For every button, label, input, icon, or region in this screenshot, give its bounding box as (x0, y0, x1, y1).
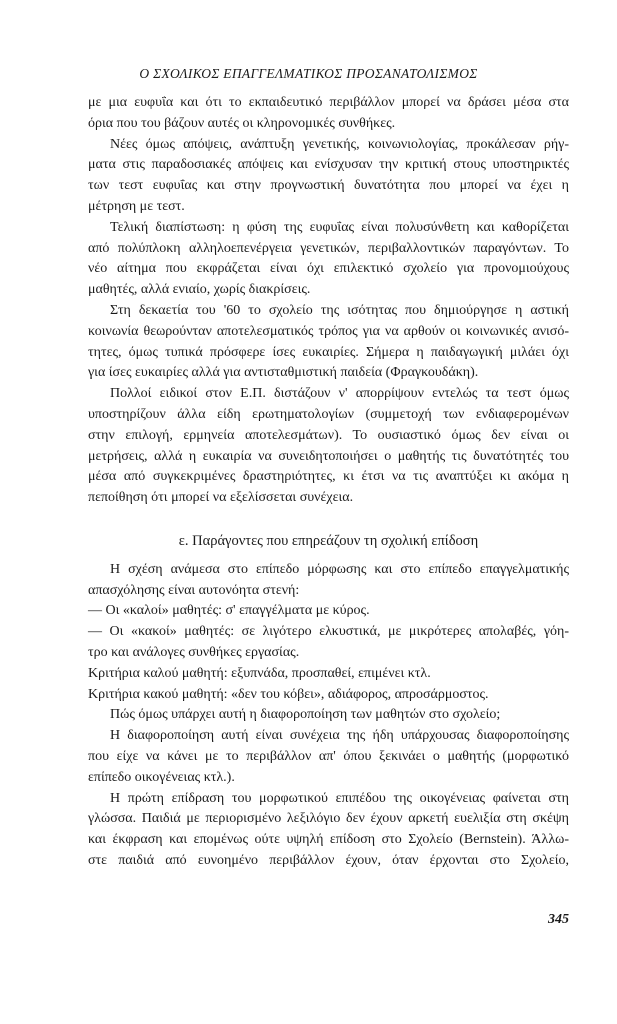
text-line: μέτρηση με τεστ. (88, 198, 185, 214)
text-line: νέο αίτημα που εκφράζεται είναι όχι επιλεκτικό σχολείο για προνομιούχους (88, 261, 569, 277)
text-line: και έκφραση και επομένως ούτε υψηλή επίδοση στο Σχολείο (Bernstein). Άλλω- (88, 832, 569, 848)
text-line: κοινωνία θεωρούνταν αποτελεσματικός τρόπος για να αρθούν οι κοινωνικές ανισό- (88, 323, 569, 339)
paragraph (88, 705, 569, 726)
text-line: τρο και ανάλογες συνθήκες εργασίας. (88, 644, 300, 660)
text-line: με μια ευφυΐα και ότι το εκπαιδευτικό περιβάλλον μπορεί να δράσει μέσα στα (88, 95, 569, 110)
text-line: απασχόλησης είναι αυτονόητα στενή: (88, 582, 300, 598)
paragraph (88, 560, 569, 602)
text-line: γλώσσα. Παιδιά με περιορισμένο λεξιλόγιο δεν έχουν αρκετή ευελιξία στη σκέψη (88, 811, 569, 827)
paragraph (88, 93, 569, 135)
paragraph (88, 789, 569, 872)
text-line: επίπεδο οικογένειας κτλ.). (88, 769, 235, 785)
section-heading: ε. Παράγοντες που επηρεάζουν τη σχολική επίδοση (178, 532, 479, 549)
text-line: μέσα από συγκεκριμένες δραστηριότητες, κι έτσι να τις αναπτύξει κι ακόμα η (88, 469, 569, 485)
text-line: Στη δεκαετία του '60 το σχολείο της ισότητας που δημιούργησε η αστική (110, 302, 569, 318)
paragraph (88, 135, 569, 218)
text-line: Η σχέση ανάμεσα στο επίπεδο μόρφωσης και στο επίπεδο επαγγελματικής (110, 561, 569, 577)
text-line: για ίσες ευκαιρίες αλλά για αντισταθμιστική παιδεία (Φραγκουδάκη). (88, 365, 479, 381)
text-line: Η διαφοροποίηση αυτή είναι συνέχεια της ήδη υπάρχουσας διαφοροποίησης (110, 728, 569, 744)
text-line: — Οι «καλοί» μαθητές: σ' επαγγέλματα με κύρος. (88, 603, 370, 619)
text-line: Τελική διαπίστωση: η φύση της ευφυΐας είναι πολυσύνθετη και καθορίζεται (110, 219, 569, 235)
text-line: Πολλοί ειδικοί στον Ε.Π. διστάζουν ν' απορρίψουν εντελώς τα τεστ όμως (110, 386, 569, 402)
paragraph (88, 685, 569, 706)
text-line: όρια που του βάζουν αυτές οι κληρονομικές συνθήκες. (88, 115, 396, 131)
text-line: Κριτήρια κακού μαθητή: «δεν του κόβει», αδιάφορος, απροσάρμοστος. (88, 686, 489, 702)
page-body (88, 93, 569, 872)
text-line: Νέες όμως απόψεις, ανάπτυξη γενετικής, κοινωνιολογίας, προκάλεσαν ρήγ- (110, 136, 569, 152)
text-line: στε παιδιά από ευνοημένο περιβάλλον έχουν, όταν έρχονται στο Σχολείο, (88, 852, 569, 868)
text-line: — Οι «κακοί» μαθητές: σε λιγότερο ελκυστικά, με μικρότερες απολαβές, γόη- (88, 624, 569, 640)
running-header: Ο ΣΧΟΛΙΚΟΣ ΕΠΑΓΓΕΛΜΑΤΙΚΟΣ ΠΡΟΣΑΝΑΤΟΛΙΣΜΟΣ (139, 66, 478, 81)
text-line: πεποίθηση ότι μπορεί να εξελίσσεται συνέχεια. (88, 490, 354, 506)
paragraph (88, 601, 569, 622)
text-line: τητες, όμως τυπικά πρόσφερε ίσες ευκαιρίες. Σήμερα η παιδαγωγική μιλάει όχι (88, 344, 569, 360)
text-line: από πολύπλοκη αλληλοεπενέργεια γενετικών, περιβαλλοντικών παραγόντων. Το (88, 240, 569, 256)
text-line: των τεστ ευφυΐας και στην προγνωστική δυνατότητα που μπορεί να έχει η (88, 178, 569, 194)
page-number: 345 (548, 912, 569, 927)
text-line: στην επιλογή, ερμηνεία αποτελεσμάτων). Το ουσιαστικό όμως δεν είναι οι (88, 427, 569, 443)
text-line: υποστηρίζουν άλλα είδη ερωτηματολογίων (συμμετοχή των ενδιαφερομένων (88, 406, 569, 422)
text-line: μετρήσεις, αλλά η ευκαιρία να συνειδητοποιήσει ο μαθητής τις δυνατότητές του (88, 448, 569, 464)
text-line: Πώς όμως υπάρχει αυτή η διαφοροποίηση των μαθητών στο σχολείο; (110, 707, 501, 723)
text-line: Κριτήρια καλού μαθητή: εξυπνάδα, προσπαθεί, επιμένει κτλ. (88, 665, 431, 681)
paragraph (88, 301, 569, 384)
paragraph (88, 622, 569, 664)
paragraph (88, 384, 569, 509)
text-line: που είχε να κάνει με το περιβάλλον απ' όπου ξεκινάει ο μαθητής (μορφωτικό (88, 748, 569, 764)
text-line: ματα στις παραδοσιακές απόψεις και ενίσχυσαν την κριτική στους υποστηρικτές (88, 157, 569, 173)
paragraph (88, 218, 569, 301)
text-line: μαθητές, αλλά ενιαίο, χωρίς διακρίσεις. (88, 282, 311, 298)
text-line: Η πρώτη επίδραση του μορφωτικού επιπέδου της οικογένειας φαίνεται στη (110, 790, 569, 806)
paragraph (88, 726, 569, 788)
paragraph (88, 664, 569, 685)
